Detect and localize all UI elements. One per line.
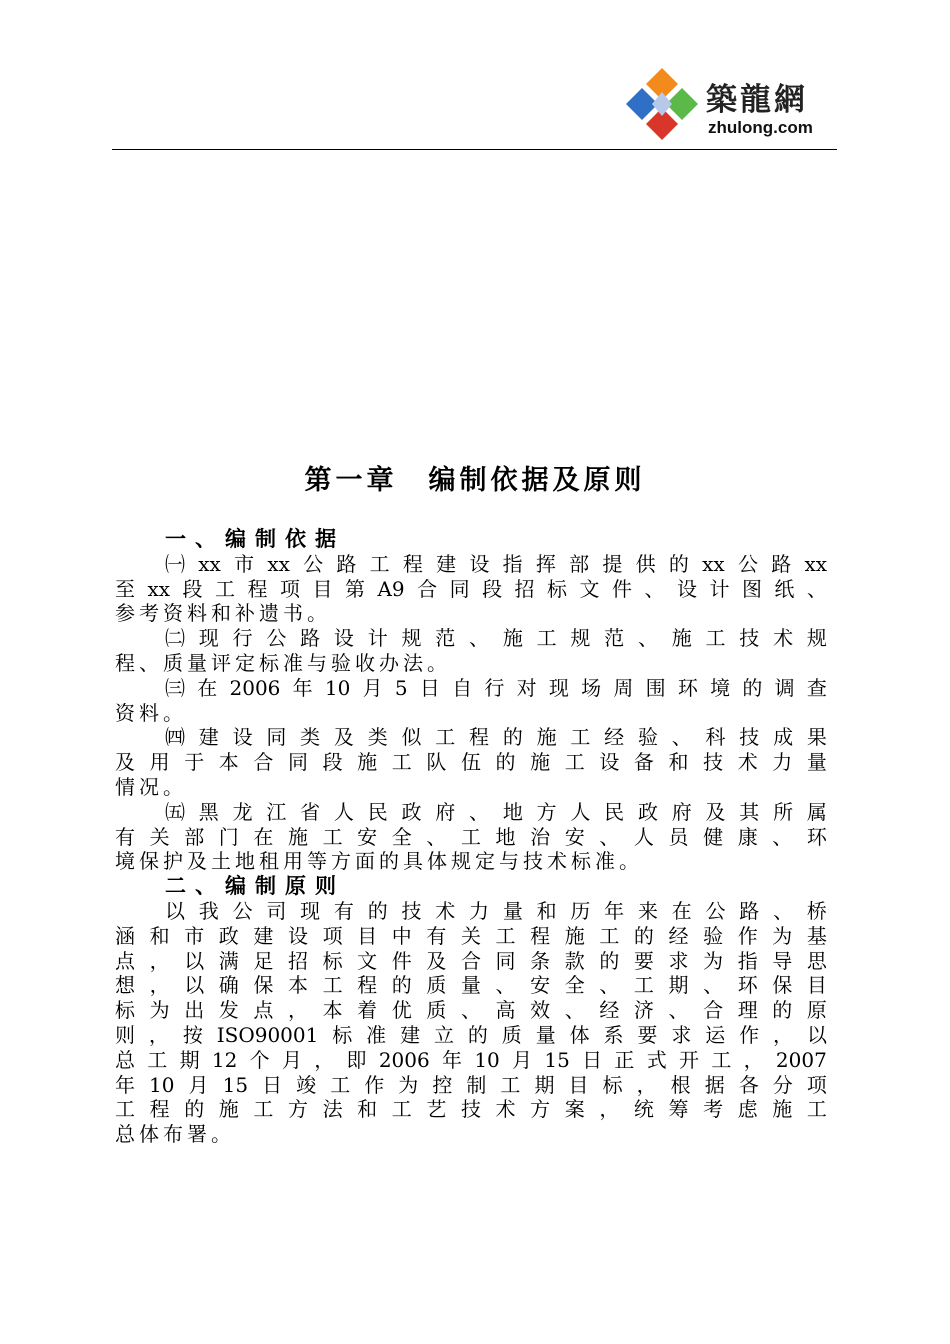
chapter-title: 第一章 编制依据及原则 [304, 465, 646, 496]
header-divider [112, 149, 837, 150]
paragraph-line: 工 程 的 施 工 方 法 和 工 艺 技 术 方 案 ， 统 筹 考 虑 施 工 [115, 1097, 827, 1122]
paragraph [115, 800, 827, 874]
logo-diamond-center [652, 92, 672, 116]
paragraph-line: 境 保 护 及 土 地 租 用 等 方 面 的 具 体 规 定 与 技 术 标 准 。 [115, 849, 639, 874]
paragraph-line: 参 考 资 料 和 补 遗 书 。 [115, 601, 327, 626]
paragraph-line: ㈡ 现 行 公 路 设 计 规 范 、 施 工 规 范 、 施 工 技 术 规 [165, 626, 827, 651]
paragraph-line: ㈠ xx 市 xx 公 路 工 程 建 设 指 挥 部 提 供 的 xx 公 路 xx [165, 551, 827, 576]
paragraph-line: ㈢ 在 2006 年 10 月 5 日 自 行 对 现 场 周 围 环 境 的 调 查 [165, 675, 827, 700]
paragraph-line: 总 体 布 署 。 [115, 1122, 231, 1147]
page-header [112, 60, 837, 150]
logo-chinese-name: 築龍網 [706, 82, 808, 118]
paragraph-line: 程 、 质 量 评 定 标 准 与 验 收 办 法 。 [115, 650, 447, 675]
paragraph [115, 725, 827, 799]
section-heading: 一、编制依据 [165, 527, 345, 551]
section-heading: 二、编制原则 [165, 874, 345, 899]
logo-domain-text: zhulong.com [708, 118, 813, 137]
zhulong-logo-icon [622, 66, 702, 146]
paragraph-line: 想 ， 以 确 保 本 工 程 的 质 量 、 安 全 、 工 期 、 环 保 目 [115, 973, 827, 998]
paragraph-line: 及 用 于 本 合 同 段 施 工 队 伍 的 施 工 设 备 和 技 术 力 量 [115, 750, 827, 775]
paragraph-line: 至 xx 段 工 程 项 目 第 A9 合 同 段 招 标 文 件 、 设 计 图 纸 、 [115, 576, 827, 601]
paragraph [115, 552, 827, 626]
paragraph [115, 676, 827, 726]
paragraph-line: ㈣ 建 设 同 类 及 类 似 工 程 的 施 工 经 验 、 科 技 成 果 [165, 725, 827, 750]
paragraph-line: 有 关 部 门 在 施 工 安 全 、 工 地 治 安 、 人 员 健 康 、 环 [115, 824, 827, 849]
paragraph-line: 点 ， 以 满 足 招 标 文 件 及 合 同 条 款 的 要 求 为 指 导 思 [115, 948, 827, 973]
paragraph-line: 总 工 期 12 个 月 ， 即 2006 年 10 月 15 日 正 式 开 工 ， 2007 [115, 1047, 827, 1072]
paragraph-line: 情 况 。 [115, 774, 183, 799]
zhulong-logo [622, 66, 837, 146]
paragraph-line: 以 我 公 司 现 有 的 技 术 力 量 和 历 年 来 在 公 路 、 桥 [165, 898, 827, 923]
paragraph-line: 资 料 。 [115, 700, 183, 725]
paragraph-line: ㈤ 黑 龙 江 省 人 民 政 府 、 地 方 人 民 政 府 及 其 所 属 [165, 799, 827, 824]
paragraph [115, 626, 827, 676]
paragraph-line: 标 为 出 发 点 ， 本 着 优 质 、 高 效 、 经 济 、 合 理 的 原 [115, 998, 827, 1023]
document-body [115, 527, 827, 1147]
paragraph-line: 年 10 月 15 日 竣 工 作 为 控 制 工 期 目 标 ， 根 据 各 分 项 [115, 1072, 827, 1097]
paragraph [115, 899, 827, 1147]
paragraph-line: 则 ， 按 ISO90001 标 准 建 立 的 质 量 体 系 要 求 运 作 ， 以 [115, 1022, 827, 1047]
paragraph-line: 涵 和 市 政 建 设 项 目 中 有 关 工 程 施 工 的 经 验 作 为 基 [115, 923, 827, 948]
